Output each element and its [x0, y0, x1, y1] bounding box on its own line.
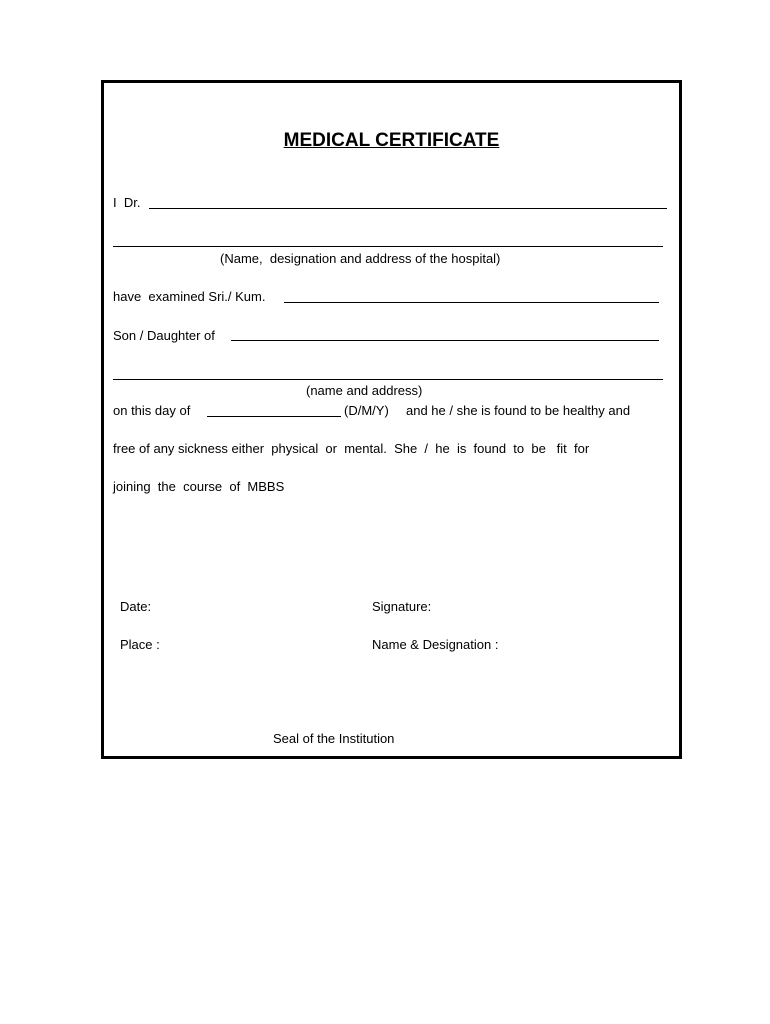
dmy-label: (D/M/Y): [344, 403, 389, 418]
seal-label: Seal of the Institution: [273, 731, 395, 746]
date-line[interactable]: [207, 416, 341, 417]
doctor-name-line[interactable]: [149, 208, 667, 209]
day-label: on this day of: [113, 403, 191, 418]
hospital-caption: (Name, designation and address of the hospital): [220, 251, 501, 266]
examined-label: have examined Sri./ Kum.: [113, 289, 266, 304]
healthy-text: and he / she is found to be healthy and: [406, 403, 631, 418]
hospital-line[interactable]: [113, 246, 663, 247]
relation-label: Son / Daughter of: [113, 328, 215, 343]
course-statement: joining the course of MBBS: [113, 479, 285, 494]
signature-label: Signature:: [372, 599, 432, 614]
fitness-statement: free of any sickness either physical or mental. She / he is found to be fit for: [113, 441, 590, 456]
parent-address-line[interactable]: [113, 379, 663, 380]
certificate-frame: [101, 80, 682, 759]
candidate-name-line[interactable]: [284, 302, 659, 303]
name-designation-label: Name & Designation :: [372, 637, 499, 652]
doctor-label: I Dr.: [113, 195, 141, 210]
certificate-title: MEDICAL CERTIFICATE: [283, 130, 500, 151]
date-label: Date:: [120, 599, 152, 614]
place-label: Place :: [120, 637, 160, 652]
parent-name-line[interactable]: [231, 340, 659, 341]
name-address-caption: (name and address): [306, 383, 423, 398]
